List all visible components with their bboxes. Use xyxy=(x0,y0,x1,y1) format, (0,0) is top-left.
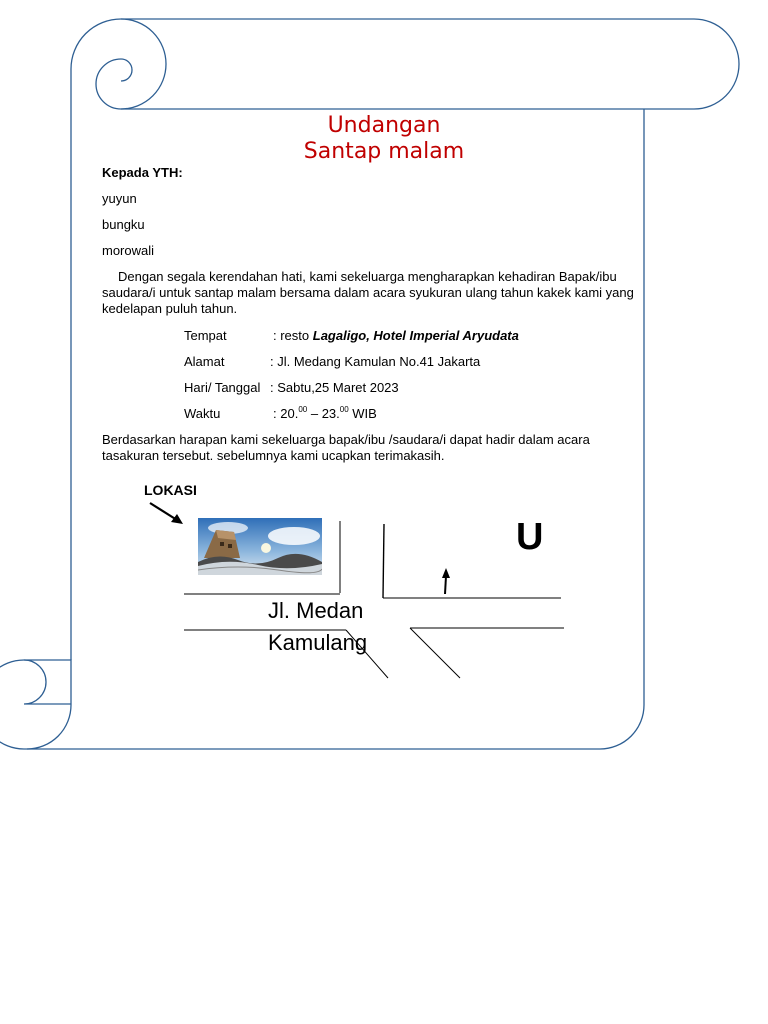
recipient-line-3: morowali xyxy=(102,243,155,258)
location-photo xyxy=(198,518,322,575)
north-arrow xyxy=(445,576,446,594)
time-zone: WIB xyxy=(348,406,377,421)
time-label: Waktu xyxy=(184,406,221,421)
street-name-line-2: Kamulang xyxy=(268,630,368,655)
date-value: : Sabtu,25 Maret 2023 xyxy=(270,380,399,395)
address-label: Alamat xyxy=(184,354,225,369)
location-arrow-head xyxy=(171,514,183,524)
date-label: Hari/ Tanggal xyxy=(184,380,261,395)
recipient-line-2: bungku xyxy=(102,217,145,232)
time-end: 23. xyxy=(321,406,340,421)
road-edge-right-vertical xyxy=(383,524,384,598)
recipient-heading: Kepada YTH: xyxy=(102,165,183,180)
title-line-2: Santap malam xyxy=(303,139,465,164)
place-label: Tempat xyxy=(184,328,227,343)
time-start: 20. xyxy=(280,406,299,421)
title-line-1: Undangan xyxy=(327,113,441,138)
location-label: LOKASI xyxy=(144,482,197,498)
place-venue: Lagaligo, Hotel Imperial Aryudata xyxy=(312,328,519,343)
time-sep: : xyxy=(273,406,281,421)
time-start-min: 00 xyxy=(298,405,308,414)
road-diagonal-right xyxy=(410,628,460,678)
location-arrow xyxy=(150,503,177,520)
place-prefix: : resto xyxy=(273,328,313,343)
street-name-line-1: Jl. Medan xyxy=(268,598,364,623)
north-label: U xyxy=(516,516,544,558)
time-dash: – xyxy=(307,406,322,421)
time-end-min: 00 xyxy=(339,405,349,414)
closing-paragraph: Berdasarkan harapan kami sekeluarga bapak/ibu /saudara/i dapat hadir dalam acara tasakuran tersebut. sebelumnya kami ucapkan terimakasih. xyxy=(102,432,590,463)
north-arrow-head xyxy=(442,568,450,578)
recipient-name: yuyun xyxy=(102,191,137,206)
opening-paragraph: Dengan segala kerendahan hati, kami sekeluarga mengharapkan kehadiran Bapak/ibu saudara/i untuk santap malam bersama dalam acara syukuran ulang tahun kakek kami yang kedelapan puluh tahun. xyxy=(102,269,634,316)
address-value: : Jl. Medang Kamulan No.41 Jakarta xyxy=(270,354,481,369)
